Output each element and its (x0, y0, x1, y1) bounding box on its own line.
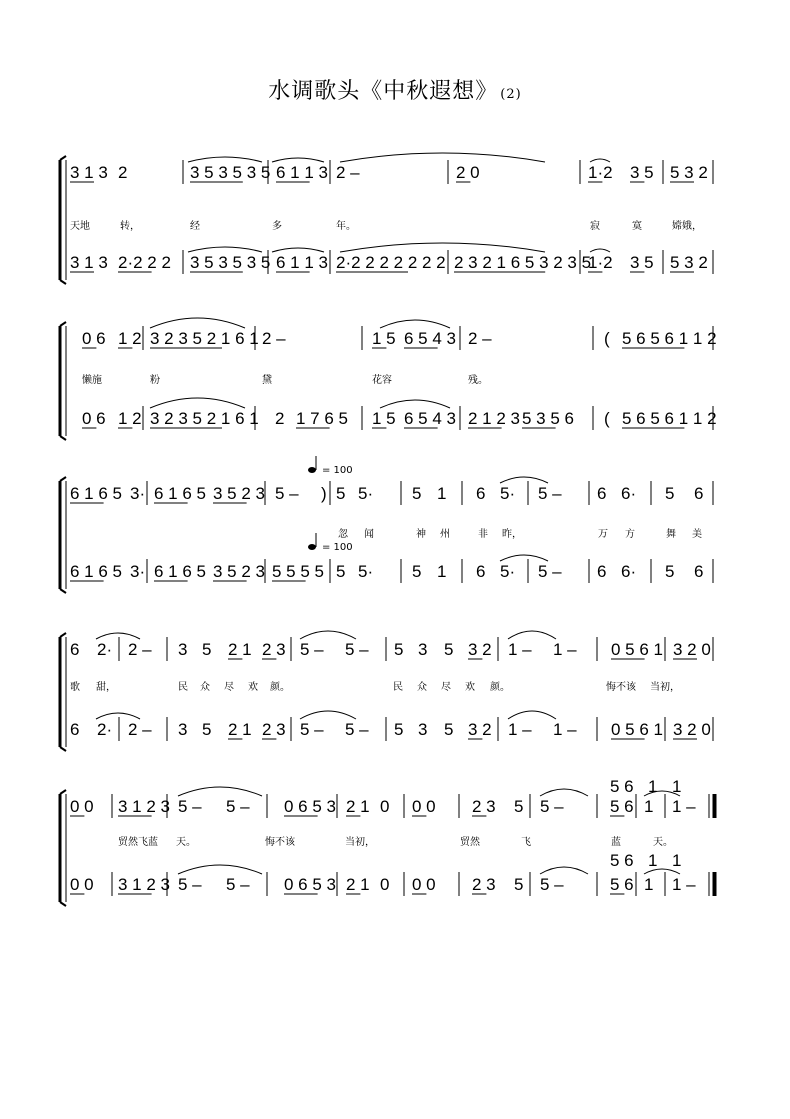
brace-cap-top (60, 790, 66, 794)
bottom-voice-note: 1·2 (588, 253, 613, 272)
top-voice-note: 5 (412, 484, 422, 503)
lyric-text: 欢 (248, 682, 258, 693)
lyric-text: 颜。 (270, 682, 290, 693)
slur (150, 318, 245, 328)
bottom-voice-note: 2 (275, 409, 285, 428)
top-voice-note: 3 1 2 3 (118, 797, 170, 816)
lyric-text: 粉 (150, 375, 160, 386)
top-voice-note: 6 1 6 5 (70, 484, 122, 503)
top-voice-note: 2· (97, 640, 113, 659)
lyric-text: 年。 (336, 221, 356, 232)
lyric-text: 民 (178, 682, 188, 693)
bottom-voice-note: 1 (437, 562, 447, 581)
bottom-voice-note: 3 (418, 720, 428, 739)
top-voice-note: 2 1 (228, 640, 252, 659)
slur (380, 400, 450, 408)
lyric-text: 非 (478, 529, 488, 540)
bottom-voice-note: 3 1 2 3 (118, 875, 170, 894)
slur (590, 249, 610, 252)
bottom-voice-note: 6 (597, 562, 607, 581)
bottom-voice-note: 1 2 (118, 409, 142, 428)
bottom-voice-note: 5 (336, 562, 346, 581)
bottom-voice-note: 6 (476, 562, 486, 581)
bottom-voice-note: 5 (514, 875, 524, 894)
bottom-voice-note: 2·2 2 2 2 2 2 2 (336, 253, 446, 272)
lyric-text: 悔不该 (606, 682, 636, 693)
slur (340, 153, 545, 162)
top-voice-note: 0 0 (70, 797, 94, 816)
lyric-text: 忽 (338, 529, 348, 540)
top-voice-note: 3 2 (468, 640, 492, 659)
brace-cap-bottom (60, 747, 66, 751)
bottom-voice-note: 0 (380, 875, 390, 894)
top-voice-note: 1·2 (588, 163, 613, 182)
bottom-voice-note: 3 1 3 (70, 253, 108, 272)
bottom-voice-note: 2 1 2 3 (468, 409, 520, 428)
top-voice-note: 5 – (300, 640, 324, 659)
slur (500, 555, 548, 561)
top-voice-note: 5 3 2 (670, 163, 708, 182)
lyric-text: 当初， (650, 682, 680, 693)
bottom-voice-note: 6 5 4 3 (404, 409, 456, 428)
upper-voice-note: 5 6 (610, 851, 634, 870)
bottom-voice-note: 2 – (128, 720, 152, 739)
bottom-voice-note: 5· (500, 562, 516, 581)
top-voice-note: 3 (178, 640, 188, 659)
lyric-text: 懒施 (82, 375, 102, 386)
top-voice-note: 5 (665, 484, 675, 503)
top-voice-note: 0 6 5 3 (284, 797, 336, 816)
lyric-text: 欢 (465, 682, 475, 693)
upper-voice-note: 1 (672, 851, 682, 870)
lyric-text: 寂 (590, 221, 600, 232)
lyric-text: 州 (440, 529, 450, 540)
top-voice-note: 2 – (336, 163, 360, 182)
lyric-text: 方 (625, 529, 635, 540)
lyric-text: 经 (190, 221, 200, 232)
slur (300, 711, 356, 719)
title-sub: (2) (500, 87, 522, 102)
brace-cap-top (60, 633, 66, 637)
top-voice-note: 2 – (262, 329, 286, 348)
bottom-voice-note: 1 5 (372, 409, 396, 428)
top-voice-note: 1 2 (118, 329, 142, 348)
bottom-voice-note: 2·2 2 2 (118, 253, 171, 272)
lyric-text: 悔不该 (265, 837, 295, 848)
slur (178, 787, 262, 796)
bottom-voice-note: 2 1 (228, 720, 252, 739)
bottom-voice-note: 5 – (345, 720, 369, 739)
title-main: 水调歌头《中秋遐想》 (268, 79, 499, 104)
bottom-voice-note: 3 5 2 3 (213, 562, 265, 581)
top-voice-note: 3 2 0 (673, 640, 711, 659)
slur (380, 320, 450, 328)
bottom-voice-note: 1 – (553, 720, 577, 739)
lyric-text: 飞 (521, 837, 531, 848)
upper-voice-note: 5 6 (610, 777, 634, 796)
top-voice-note: 3 5 3 5 3 5 (190, 163, 271, 182)
tempo-marking: = 100 (322, 542, 353, 553)
bottom-voice-note: 3 5 3 5 3 5 (190, 253, 271, 272)
lyric-text: 寞 (632, 221, 642, 232)
lyric-text: 蓝 (611, 837, 621, 848)
lyric-text: 花容 (372, 375, 392, 386)
lyric-text: 尽 (224, 682, 234, 693)
slur (340, 243, 545, 252)
lyric-text: 当初， (345, 837, 375, 848)
lyric-text: 甜， (96, 682, 116, 693)
quarter-note-icon (308, 544, 316, 550)
bottom-voice-note: 5 – (300, 720, 324, 739)
lyric-text: 歌 (70, 682, 80, 693)
top-voice-note: 3 2 3 5 2 1 6 1 (150, 329, 259, 348)
bottom-voice-note: 0 5 6 1 (611, 720, 663, 739)
bottom-voice-note: 1 7 6 5 (296, 409, 348, 428)
bottom-voice-note: 3 2 3 5 2 1 6 1 (150, 409, 259, 428)
top-voice-note: 5 – (226, 797, 250, 816)
bottom-voice-note: 1 – (672, 875, 696, 894)
top-voice-note: 1 – (508, 640, 532, 659)
bottom-voice-note: 5 (394, 720, 404, 739)
top-voice-note: 2 3 (472, 797, 496, 816)
bottom-voice-note: 0 0 (412, 875, 436, 894)
lyric-text: 嫦娥， (672, 221, 702, 232)
bottom-voice-note: 2 3 2 1 6 5 3 2 3 5 (454, 253, 592, 272)
lyric-text: 万 (598, 529, 608, 540)
brace-cap-bottom (60, 280, 66, 284)
lyric-text: 黛 (262, 375, 272, 386)
top-voice-note: 6 1 1 3 (276, 163, 328, 182)
top-voice-note: 5 6 5 6 1 1 2 (622, 329, 717, 348)
top-voice-note: 1 – (672, 797, 696, 816)
top-voice-note: 6 5 4 3 (404, 329, 456, 348)
bottom-voice-note: ( (604, 409, 610, 428)
slur (590, 159, 610, 162)
slur (178, 865, 262, 874)
top-voice-note: 6 (476, 484, 486, 503)
top-voice-note: 6 1 6 5 (154, 484, 206, 503)
top-voice-note: 2 0 (456, 163, 480, 182)
lyric-text: 众 (200, 682, 210, 693)
bottom-voice-note: 5 5 5 5 (272, 562, 324, 581)
slur (188, 247, 262, 252)
slur (500, 477, 548, 483)
lyric-text: 天地 (70, 221, 90, 232)
bottom-voice-note: 2· (97, 720, 113, 739)
lyric-text: 转， (120, 221, 140, 232)
top-voice-note: 3 5 2 3 (213, 484, 265, 503)
bottom-voice-note: 6 1 1 3 (276, 253, 328, 272)
top-voice-note: 0 6 (82, 329, 106, 348)
top-voice-note: 5 – (540, 797, 564, 816)
bottom-voice-note: 5 (412, 562, 422, 581)
slur (96, 713, 140, 719)
bottom-voice-note: 3 (178, 720, 188, 739)
brace-cap-top (60, 477, 66, 481)
lyric-text: 民 (393, 682, 403, 693)
top-voice-note: 5 (336, 484, 346, 503)
bottom-voice-note: 5 – (178, 875, 202, 894)
bottom-voice-note: 0 0 (70, 875, 94, 894)
top-voice-note: 5 (444, 640, 454, 659)
top-voice-note: 3 5 (630, 163, 654, 182)
lyric-text: 尽 (441, 682, 451, 693)
top-voice-note: 6 (694, 484, 704, 503)
bottom-voice-note: 5 6 (610, 875, 634, 894)
bottom-voice-note: 2 3 (472, 875, 496, 894)
bottom-voice-note: 6 1 6 5 (70, 562, 122, 581)
bottom-voice-note: 5 (665, 562, 675, 581)
top-voice-note: 5· (358, 484, 374, 503)
lyric-text: 贸然 (460, 837, 480, 848)
top-voice-note: 6 (597, 484, 607, 503)
slur (540, 789, 588, 796)
top-voice-note: 5 (514, 797, 524, 816)
top-voice-note: 6 (70, 640, 80, 659)
lyric-text: 神 (416, 529, 426, 540)
upper-voice-note: 1 (672, 777, 682, 796)
lyric-text: 颜。 (490, 682, 510, 693)
bottom-voice-note: 2 1 (346, 875, 370, 894)
top-voice-note: 3 (418, 640, 428, 659)
lyric-text: 天。 (176, 837, 196, 848)
top-voice-note: 1 (644, 797, 654, 816)
brace-cap-top (60, 322, 66, 326)
bottom-voice-note: 5 6 5 6 1 1 2 (622, 409, 717, 428)
top-voice-note: 5 (202, 640, 212, 659)
slur (150, 398, 245, 408)
top-voice-note: 2 3 (262, 640, 286, 659)
slur (272, 248, 324, 252)
top-voice-note: ( (604, 329, 610, 348)
lyric-text: 多 (272, 221, 282, 232)
bottom-voice-note: 3· (130, 562, 146, 581)
top-voice-note: 2 – (128, 640, 152, 659)
bottom-voice-note: 6 (70, 720, 80, 739)
slur (508, 711, 556, 719)
lyric-text: 众 (417, 682, 427, 693)
bottom-voice-note: 5 – (540, 875, 564, 894)
top-voice-note: 0 0 (412, 797, 436, 816)
brace-cap-bottom (60, 902, 66, 906)
brace-cap-top (60, 156, 66, 160)
bottom-voice-note: 5 (444, 720, 454, 739)
bottom-voice-note: 5 – (226, 875, 250, 894)
lyric-text: 残。 (468, 375, 488, 386)
brace-cap-bottom (60, 589, 66, 593)
top-voice-note: 3 1 3 (70, 163, 108, 182)
top-voice-note: 0 5 6 1 (611, 640, 663, 659)
bottom-voice-note: 6 1 6 5 (154, 562, 206, 581)
slur (272, 158, 324, 162)
slur (300, 631, 356, 639)
upper-voice-note: 1 (648, 777, 658, 796)
slur (508, 631, 556, 639)
bottom-voice-note: 5 3 5 6 (522, 409, 574, 428)
lyric-text: 贸然飞蓝 (118, 837, 158, 848)
slur (96, 633, 140, 639)
top-voice-note: 3· (130, 484, 146, 503)
slur (540, 867, 588, 874)
bottom-voice-note: 6· (621, 562, 637, 581)
upper-voice-note: 1 (648, 851, 658, 870)
bottom-voice-note: 3 5 (630, 253, 654, 272)
top-voice-note: 0 (380, 797, 390, 816)
top-voice-note: 2 1 (346, 797, 370, 816)
top-voice-note: 5 6 (610, 797, 634, 816)
bottom-voice-note: 1 (644, 875, 654, 894)
brace-cap-bottom (60, 436, 66, 440)
lyric-text: 天。 (653, 837, 673, 848)
top-voice-note: 5 – (538, 484, 562, 503)
top-voice-note: 6· (621, 484, 637, 503)
bottom-voice-note: 0 6 (82, 409, 106, 428)
slur (188, 157, 262, 162)
top-voice-note: 2 – (468, 329, 492, 348)
bottom-voice-note: 0 6 5 3 (284, 875, 336, 894)
top-voice-note: 5 – (178, 797, 202, 816)
bottom-voice-note: 3 2 (468, 720, 492, 739)
top-voice-note: 5 (394, 640, 404, 659)
top-voice-note: 5 – (275, 484, 299, 503)
bottom-voice-note: 5· (358, 562, 374, 581)
lyric-text: 闻 (364, 529, 374, 540)
bottom-voice-note: 2 3 (262, 720, 286, 739)
bottom-voice-note: 1 – (508, 720, 532, 739)
lyric-text: 昨， (502, 529, 522, 540)
bottom-voice-note: 3 2 0 (673, 720, 711, 739)
top-voice-note: 5· (500, 484, 516, 503)
bottom-voice-note: 6 (694, 562, 704, 581)
bottom-voice-note: 5 (202, 720, 212, 739)
quarter-note-icon (308, 467, 316, 473)
lyric-text: 美 (692, 529, 702, 540)
top-voice-note: 2 (118, 163, 128, 182)
lyric-text: 舞 (666, 529, 676, 540)
top-voice-note: 1 – (553, 640, 577, 659)
top-voice-note: 1 5 (372, 329, 396, 348)
bottom-voice-note: 5 – (538, 562, 562, 581)
tempo-marking: = 100 (322, 465, 353, 476)
top-voice-note: 1 (437, 484, 447, 503)
bottom-voice-note: 5 3 2 (670, 253, 708, 272)
top-voice-note: ) (321, 484, 327, 503)
top-voice-note: 5 – (345, 640, 369, 659)
